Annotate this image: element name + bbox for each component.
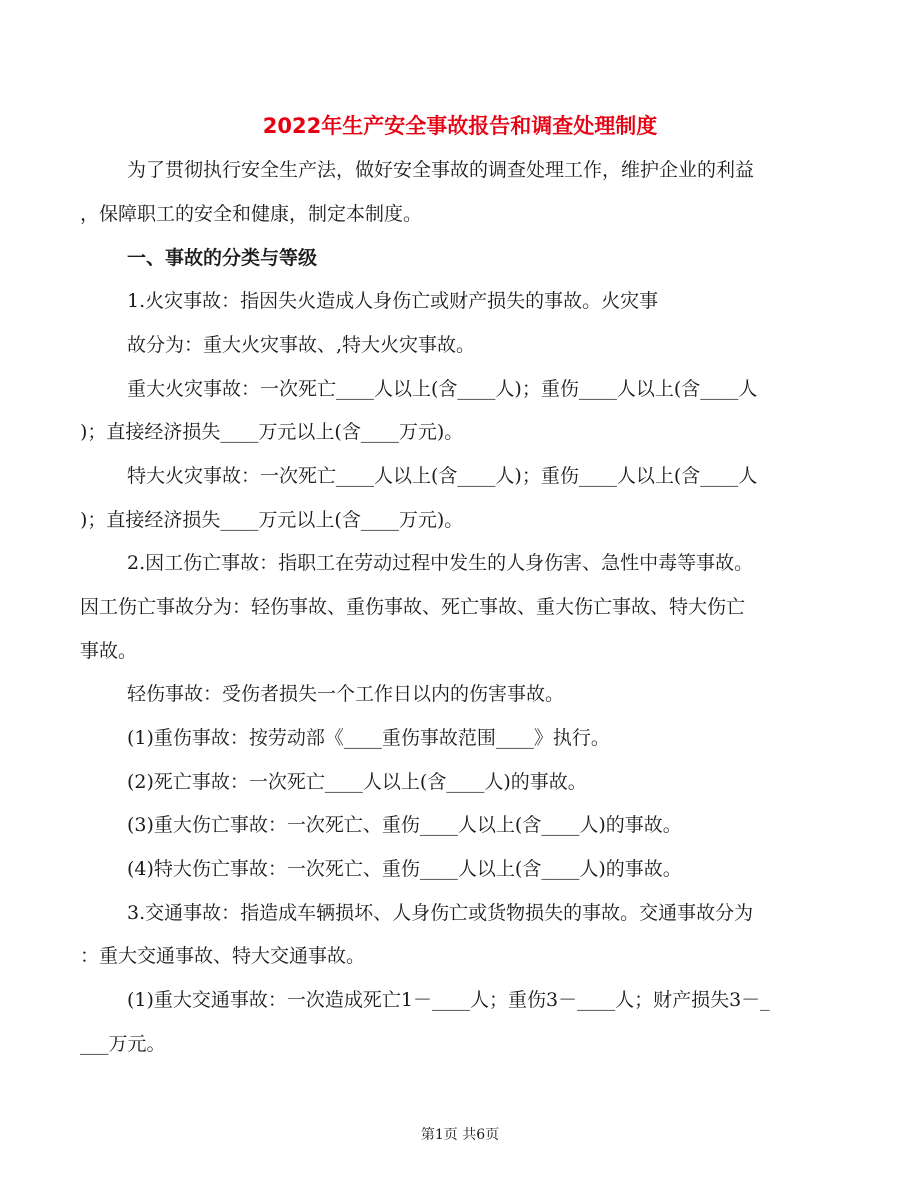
paragraph-line-intro-2: ，保障职工的安全和健康，制定本制度。 [80,203,423,225]
document-title: 2022年生产安全事故报告和调查处理制度 [262,114,658,138]
paragraph-line-work-injury-1: 2.因工伤亡事故：指职工在劳动过程中发生的人身伤害、急性中毒等事故。 [127,552,754,574]
list-item-major-traffic-2: ___万元。 [80,1033,166,1055]
paragraph-line-severe-fire-1: 特大火灾事故：一次死亡____人以上(含____人)；重伤____人以上(含____人 [127,465,758,487]
page-number: 第1页 共6页 [420,1127,500,1143]
paragraph-line-work-injury-3: 事故。 [80,640,138,662]
list-item-severe-casualty: (4)特大伤亡事故：一次死亡、重伤____人以上(含____人)的事故。 [127,858,682,880]
list-item-serious-injury: (1)重伤事故：按劳动部《____重伤事故范围____》执行。 [127,727,610,749]
paragraph-line-traffic-1: 3.交通事故：指造成车辆损坏、人身伤亡或货物损失的事故。交通事故分为 [127,902,754,924]
paragraph-line-major-fire-1: 重大火灾事故：一次死亡____人以上(含____人)；重伤____人以上(含____人 [127,378,758,400]
list-item-major-casualty: (3)重大伤亡事故：一次死亡、重伤____人以上(含____人)的事故。 [127,814,682,836]
section-heading-classification: 一、事故的分类与等级 [127,247,318,269]
paragraph-line-major-fire-2: )；直接经济损失____万元以上(含____万元)。 [80,421,464,443]
paragraph-line-intro-1: 为了贯彻执行安全生产法，做好安全事故的调查处理工作，维护企业的利益 [127,159,755,181]
paragraph-line-traffic-2: ：重大交通事故、特大交通事故。 [80,945,366,967]
paragraph-line-fire-1: 1.火灾事故：指因失火造成人身伤亡或财产损失的事故。火灾事 [127,290,659,312]
paragraph-line-work-injury-2: 因工伤亡事故分为：轻伤事故、重伤事故、死亡事故、重大伤亡事故、特大伤亡 [80,596,746,618]
list-item-death-accident: (2)死亡事故：一次死亡____人以上(含____人)的事故。 [127,771,587,793]
paragraph-line-severe-fire-2: )；直接经济损失____万元以上(含____万元)。 [80,509,464,531]
paragraph-line-fire-2: 故分为：重大火灾事故、,特大火灾事故。 [127,334,476,356]
list-item-major-traffic-1: (1)重大交通事故：一次造成死亡1－____人；重伤3－____人；财产损失3－_ [127,989,770,1011]
paragraph-line-minor-injury: 轻伤事故：受伤者损失一个工作日以内的伤害事故。 [127,683,565,705]
